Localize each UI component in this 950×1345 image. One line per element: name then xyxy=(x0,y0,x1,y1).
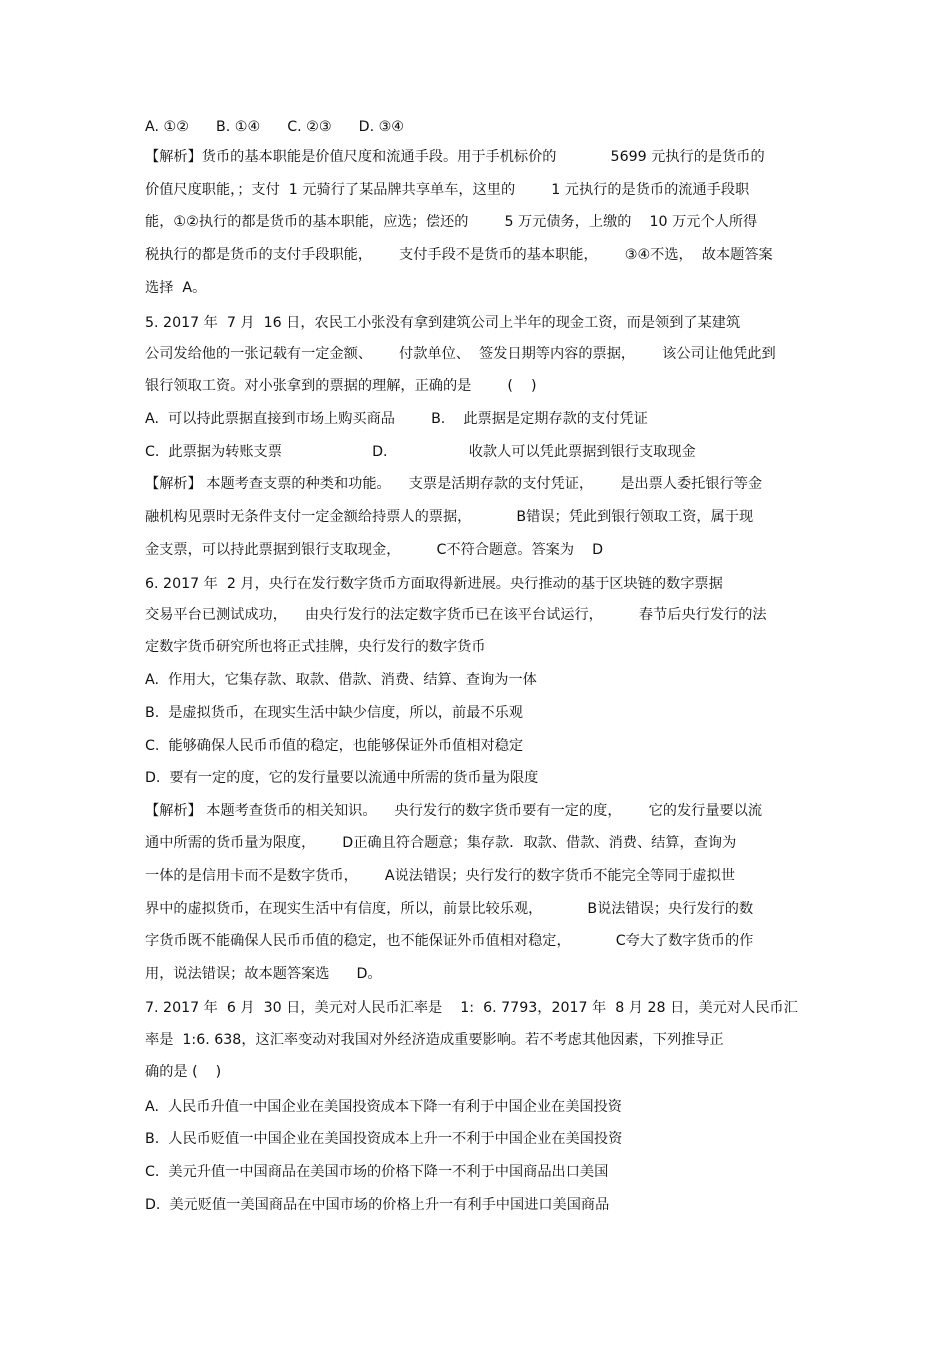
question-6-line-3: 定数字货币研究所也将正式挂牌，央行发行的数字货币 xyxy=(145,639,486,655)
option-7c: C. 美元升值一中国商品在美国市场的价格下降一不利于中国商品出口美国 xyxy=(145,1164,609,1180)
question-5-line-2: 公司发给他的一张记载有一定金额、 付款单位、 签发日期等内容的票据， 该公司让他凭此到 xyxy=(145,346,776,362)
option-5a-5b: A. 可以持此票据直接到市场上购买商品 B. 此票据是定期存款的支付凭证 xyxy=(145,411,648,427)
option-6b: B. 是虚拟货币，在现实生活中缺少信度，所以，前最不乐观 xyxy=(145,705,523,721)
option-7d: D. 美元贬值一美国商品在中国市场的价格上升一有利手中国进口美国商品 xyxy=(145,1197,610,1213)
analysis-q4-line-2: 价值尺度职能，；支付 1 元骑行了某品牌共享单车，这里的 1 元执行的是货币的流通手段职 xyxy=(145,182,750,198)
question-5-line-3: 银行领取工资。对小张拿到的票据的理解，正确的是 ( ) xyxy=(145,378,537,394)
question-7-line-1: 7. 2017 年 6 月 30 日，美元对人民币汇率是 1: 6. 7793，2017 年 8 月 28 日，美元对人民币汇 xyxy=(145,1000,798,1016)
analysis-q5-line-3: 金支票，可以持此票据到银行支取现金， C不符合题意。答案为 D xyxy=(145,542,604,558)
option-6a: A. 作用大，它集存款、取款、借款、消费、结算、查询为一体 xyxy=(145,672,537,688)
analysis-q6-line-5: 字货币既不能确保人民币币值的稳定，也不能保证外币值相对稳定， C夸大了数字货币的作 xyxy=(145,933,754,949)
question-5-line-1: 5. 2017 年 7 月 16 日，农民工小张没有拿到建筑公司上半年的现金工资，而是领到了某建筑 xyxy=(145,315,741,331)
analysis-q5-line-2: 融机构见票时无条件支付一定金额给持票人的票据， B错误；凭此到银行领取工资，属于现 xyxy=(145,509,754,525)
option-6d: D. 要有一定的度，它的发行量要以流通中所需的货币量为限度 xyxy=(145,770,539,786)
option-7b: B. 人民币贬值一中国企业在美国投资成本上升一不利于中国企业在美国投资 xyxy=(145,1131,623,1147)
analysis-q6-line-6: 用，说法错误；故本题答案选 D。 xyxy=(145,966,382,982)
analysis-q4-line-3: 能，①②执行的都是货币的基本职能，应选；偿还的 5 万元债务，上缴的 10 万元个人所得 xyxy=(145,214,758,230)
option-7a: A. 人民币升值一中国企业在美国投资成本下降一有利于中国企业在美国投资 xyxy=(145,1099,622,1115)
options-q4: A. ①② B. ①④ C. ②③ D. ③④ xyxy=(145,119,405,135)
question-7-line-2: 率是 1:6. 638，这汇率变动对我国对外经济造成重要影响。若不考虑其他因素，下列推导正 xyxy=(145,1032,724,1048)
analysis-q6-line-2: 通中所需的货币量为限度， D正确且符合题意；集存款．取款、借款、消费、结算，查询为 xyxy=(145,835,737,851)
analysis-q6-line-4: 界中的虚拟货币，在现实生活中有信度，所以，前景比较乐观， B说法错误；央行发行的数 xyxy=(145,901,754,917)
analysis-q6-line-1: 【解析】 本题考查货币的相关知识。 央行发行的数字货币要有一定的度， 它的发行量要以流 xyxy=(145,803,763,819)
analysis-q4-line-4: 税执行的都是货币的支付手段职能， 支付手段不是货币的基本职能， ③④不选， 故本题答案 xyxy=(145,247,773,263)
question-6-line-2: 交易平台已测试成功， 由央行发行的法定数字货币已在该平台试运行， 春节后央行发行的法 xyxy=(145,607,767,623)
analysis-q4-line-1: 【解析】货币的基本职能是价值尺度和流通手段。用于手机标价的 5699 元执行的是货币的 xyxy=(145,149,765,165)
analysis-q4-line-5: 选择 A。 xyxy=(145,280,207,296)
question-7-line-3: 确的是 ( ) xyxy=(145,1064,222,1080)
question-6-line-1: 6. 2017 年 2 月，央行在发行数字货币方面取得新进展。央行推动的基于区块链的数字票据 xyxy=(145,576,723,592)
option-5c-5d: C. 此票据为转账支票 D. 收款人可以凭此票据到银行支取现金 xyxy=(145,444,696,460)
analysis-q6-line-3: 一体的是信用卡而不是数字货币， A说法错误；央行发行的数字货币不能完全等同于虚拟世 xyxy=(145,868,736,884)
option-6c: C. 能够确保人民币币值的稳定，也能够保证外币值相对稳定 xyxy=(145,738,524,754)
analysis-q5-line-1: 【解析】 本题考查支票的种类和功能。 支票是活期存款的支付凭证， 是出票人委托银行等金 xyxy=(145,476,763,492)
